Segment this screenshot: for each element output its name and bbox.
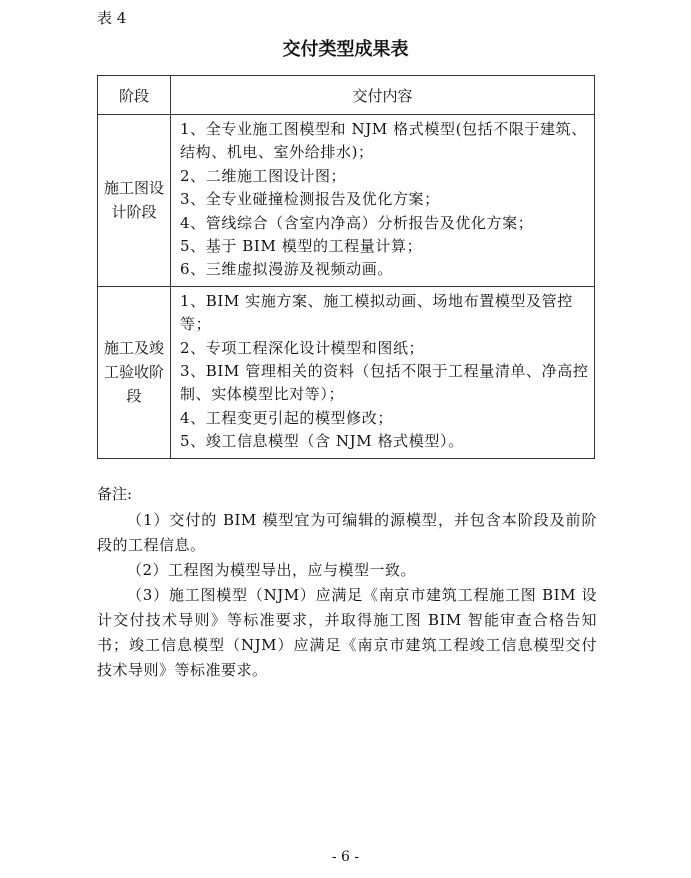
deliverable-item: 6、三维虚拟漫游及视频动画。 <box>180 260 393 279</box>
deliverable-item: 1、全专业施工图模型和 NJM 格式模型(包括不限于建筑、结构、机电、室外给排水)； <box>180 120 587 162</box>
table-title: 交付类型成果表 <box>282 39 409 60</box>
header-stage: 阶段 <box>98 76 171 115</box>
deliverable-item: 4、管线综合（含室内净高）分析报告及优化方案； <box>180 213 534 232</box>
table-header-row <box>98 76 595 115</box>
deliverable-item: 5、竣工信息模型（含 NJM 格式模型）。 <box>180 432 464 451</box>
deliverable-item: 1、BIM 实施方案、施工模拟动画、场地布置模型及管控等； <box>180 291 573 334</box>
table-row <box>98 286 595 458</box>
note-item: （3）施工图模型（NJM）应满足《南京市建筑工程施工图 BIM 设计交付技术导则》等标准要求，并取得施工图 BIM 智能审查合格告知书；竣工信息模型（NJM）应满足《南京市建筑工程竣工信息模型交付技术导则》等标准要求。 <box>97 586 597 679</box>
deliverable-item: 2、二维施工图设计图； <box>180 166 347 185</box>
page-number: - 6 - <box>331 849 360 865</box>
deliverable-item: 3、全专业碰撞检测报告及优化方案； <box>180 190 440 209</box>
stage-cell: 施工图设计阶段 <box>98 115 171 287</box>
deliverable-item: 3、BIM 管理相关的资料（包括不限于工程量清单、净高控制、实体模型比对等）； <box>180 362 589 404</box>
deliverable-item: 5、基于 BIM 模型的工程量计算； <box>180 237 423 256</box>
header-content: 交付内容 <box>171 76 595 115</box>
stage-cell: 施工及竣工验收阶段 <box>98 286 171 458</box>
note-item: （1）交付的 BIM 模型宜为可编辑的源模型，并包含本阶段及前阶段的工程信息。 <box>97 511 597 554</box>
notes-heading: 备注: <box>97 485 133 503</box>
notes-section <box>97 482 597 683</box>
table-number: 表 4 <box>97 9 127 27</box>
content-cell <box>171 115 595 287</box>
deliverables-table <box>97 75 595 459</box>
content-cell <box>171 286 595 458</box>
deliverable-item: 2、专项工程深化设计模型和图纸； <box>180 338 425 357</box>
note-item: （2）工程图为模型导出，应与模型一致。 <box>127 561 417 579</box>
table-row <box>98 115 595 287</box>
deliverable-item: 4、工程变更引起的模型修改； <box>180 408 393 427</box>
